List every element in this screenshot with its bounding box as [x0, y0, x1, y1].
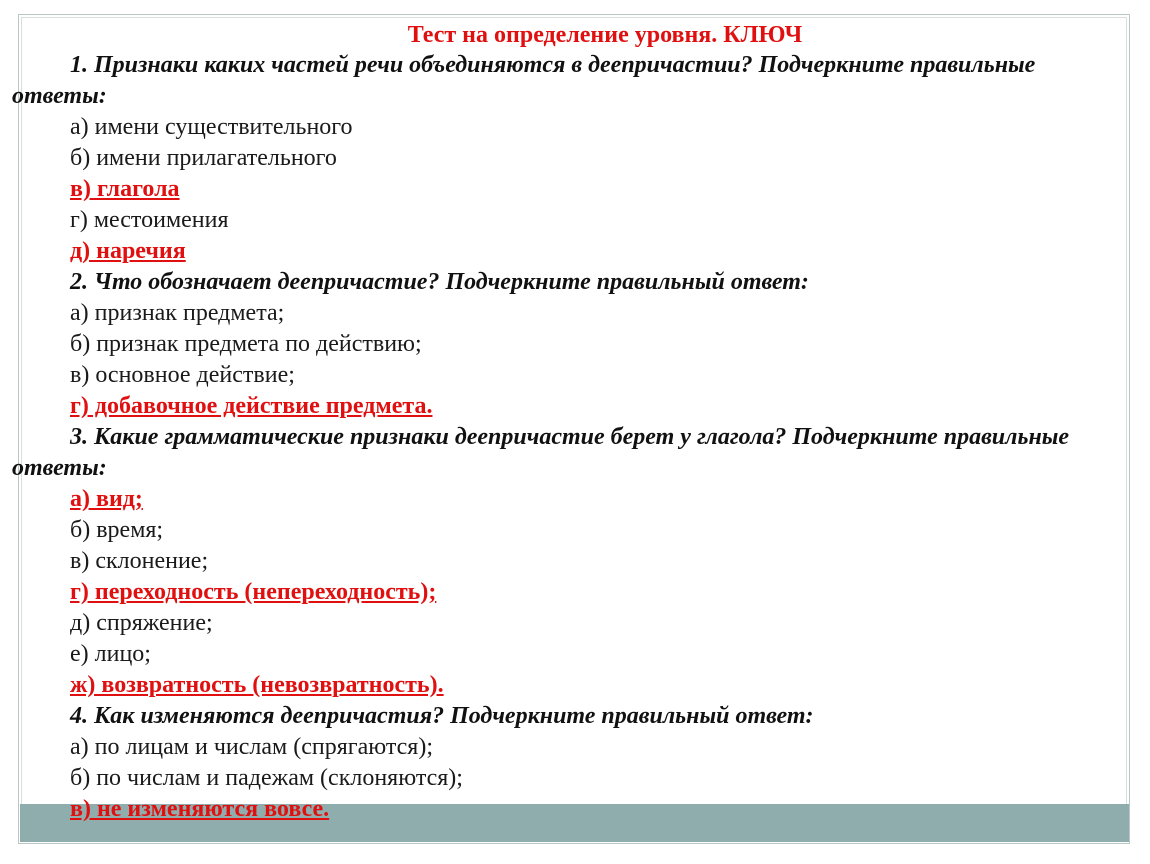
- q2-option-v: в) основное действие;: [70, 362, 295, 388]
- q4-option-a: а) по лицам и числам (спрягаются);: [70, 734, 433, 760]
- question-1: [0, 50, 1150, 112]
- q3-option-e: е) лицо;: [70, 641, 151, 667]
- question-3-line-1: 3. Какие грамматические признаки деепричастие берет у глагола? Подчеркните правильные: [70, 424, 1070, 450]
- q1-option-g: г) местоимения: [70, 207, 229, 233]
- q2-option-a: а) признак предмета;: [70, 300, 285, 326]
- q1-option-v-correct: в) глагола: [70, 176, 180, 202]
- q4-option-v-correct: в) не изменяются вовсе.: [70, 796, 330, 822]
- page-title: Тест на определение уровня. КЛЮЧ: [407, 22, 803, 48]
- q4-option-b: б) по числам и падежам (склоняются);: [70, 765, 463, 791]
- q2-option-g-correct: г) добавочное действие предмета.: [70, 393, 433, 419]
- question-2-line-1: 2. Что обозначает деепричастие? Подчеркните правильный ответ:: [70, 269, 809, 295]
- q1-option-a: а) имени существительного: [70, 114, 353, 140]
- question-4-line-1: 4. Как изменяются деепричастия? Подчеркните правильный ответ:: [70, 703, 814, 729]
- q2-option-b: б) признак предмета по действию;: [70, 331, 422, 357]
- q3-option-zh-correct: ж) возвратность (невозвратность).: [70, 672, 444, 698]
- question-1-line-1: 1. Признаки каких частей речи объединяются в деепричастии? Подчеркните правильные: [70, 52, 1036, 78]
- q1-option-d-correct: д) наречия: [70, 238, 186, 264]
- question-3: [0, 422, 1150, 484]
- question-4: [0, 701, 1150, 732]
- slide-content: [0, 20, 1150, 825]
- q3-option-g-correct: г) переходность (непереходность);: [70, 579, 437, 605]
- q3-option-b: б) время;: [70, 517, 164, 543]
- question-3-line-2: ответы:: [12, 455, 107, 481]
- q3-option-d: д) спряжение;: [70, 610, 213, 636]
- q3-option-v: в) склонение;: [70, 548, 209, 574]
- q3-option-a-correct: а) вид;: [70, 486, 143, 512]
- question-2: [0, 267, 1150, 298]
- question-1-line-2: ответы:: [12, 83, 107, 109]
- q1-option-b: б) имени прилагательного: [70, 145, 337, 171]
